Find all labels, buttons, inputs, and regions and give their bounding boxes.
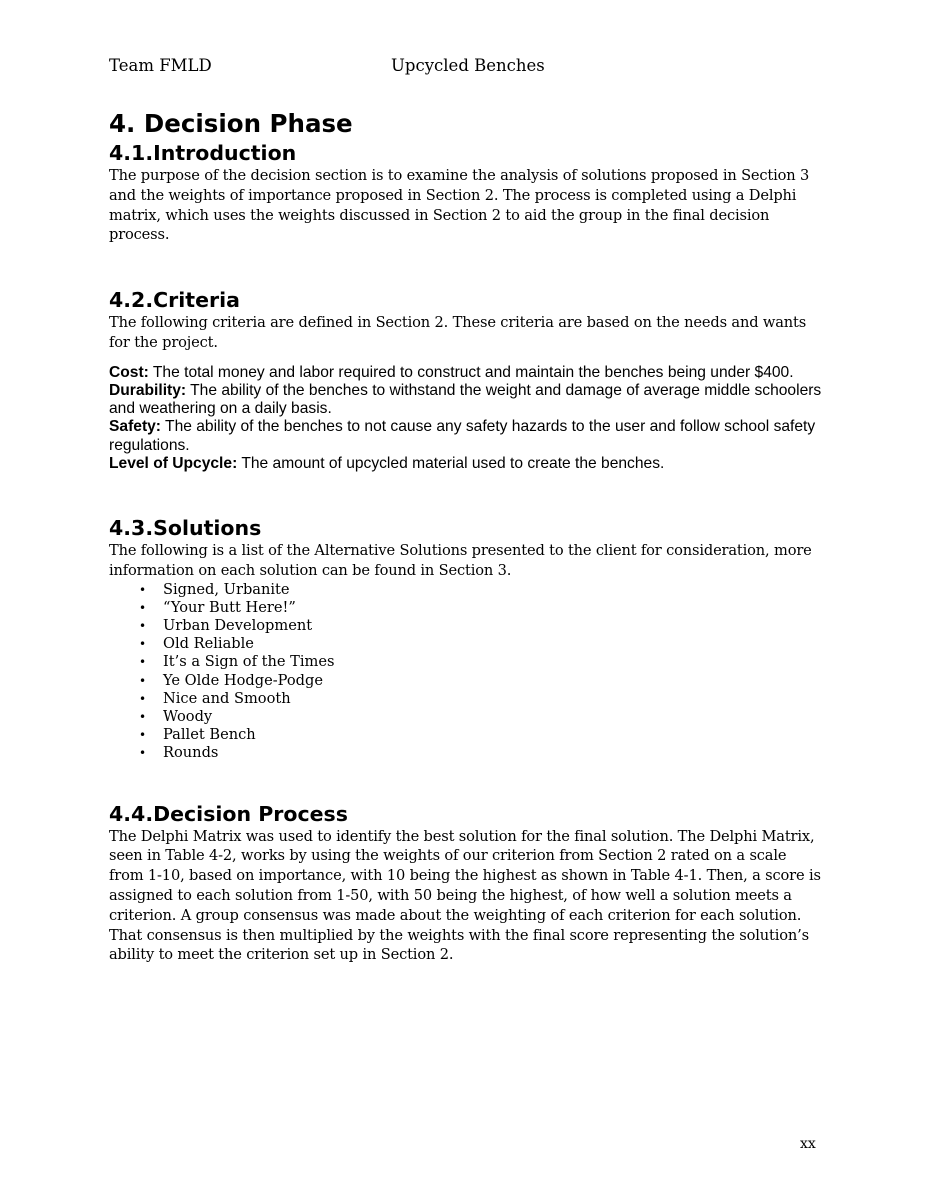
criterion-description: The ability of the benches to withstand the weight and damage of average middle schoolers and weathering on a daily basis. [109,381,822,418]
bullet-icon: • [139,655,147,670]
introduction-paragraph: The purpose of the decision section is to examine the analysis of solutions proposed in Section 3 and the weights of importance proposed in Section 2. The process is completed using a Delphi matrix, which uses the weights discussed in Section 2 to aid the group in the final decision process. [109,167,810,244]
bullet-icon: • [139,600,147,615]
solution-name: Rounds [163,744,219,762]
criteria-paragraph: The following criteria are defined in Section 2. These criteria are based on the needs and wants for the project. [109,314,807,351]
criterion-term: Cost: [109,363,149,381]
solutions-list [109,581,824,763]
bullet-icon: • [139,582,147,597]
bullet-icon: • [139,619,147,633]
solution-name: Old Reliable [163,635,254,653]
chapter-title: 4. Decision Phase [109,109,353,138]
list-item [137,653,824,671]
decision-process-paragraph: The Delphi Matrix was used to identify the best solution for the final solution. The Delphi Matrix, seen in Table 4-2, works by using the weights of our criterion from Section 2 rated on a scale from 1-10, based on importance, with 10 being the highest as shown in Table 4-1. Then, a score is assigned to each solution from 1-50, with 50 being the highest, of how well a solution meets a criterion. A group consensus was made about the weighting of each criterion for each solution. That consensus is then multiplied by the weights with the final score representing the solution’s ability to meet the criterion set up in Section 2. [109,827,821,964]
criterion-description: The amount of upcycled material used to create the benches. [237,454,665,472]
section-solutions [109,515,824,763]
list-item [137,744,824,762]
section-criteria [109,287,824,473]
list-item [137,617,824,635]
criterion-term: Durability: [109,381,187,399]
bullet-icon: • [139,728,147,743]
criterion-description: The total money and labor required to construct and maintain the benches being under $400. [148,363,794,381]
list-item [137,708,824,726]
solution-name: Signed, Urbanite [163,580,290,598]
list-item [137,672,824,690]
criterion-level-of-upcycle [109,455,824,473]
list-item [137,726,824,744]
solution-name: Ye Olde Hodge-Podge [163,671,323,689]
criterion-cost [109,364,824,382]
section-decision-process [109,801,824,966]
criterion-term: Safety: [109,418,161,436]
criteria-list [109,364,824,473]
section-spacer [109,763,824,801]
solution-name: Pallet Bench [163,726,256,744]
solution-name: Urban Development [163,617,313,634]
bullet-icon: • [139,673,147,688]
section-heading-decision-process: 4.4.Decision Process [109,801,348,826]
bullet-icon: • [139,691,147,706]
header-project-title: Upcycled Benches [391,56,545,75]
list-item [137,599,824,617]
solutions-paragraph: The following is a list of the Alternative Solutions presented to the client for consideration, more information on each solution can be found in Section 3. [109,542,812,579]
solution-name: Woody [163,708,213,726]
criterion-description: The ability of the benches to not cause any safety hazards to the user and follow school safety regulations. [109,418,816,454]
page-content [109,108,824,965]
bullet-icon: • [139,746,147,761]
criterion-term: Level of Upcycle: [109,454,238,472]
list-item [137,581,824,599]
list-item [137,690,824,708]
section-spacer [109,245,824,287]
solution-name: Nice and Smooth [163,689,291,707]
section-heading-criteria: 4.2.Criteria [109,288,240,313]
bullet-icon: • [139,637,147,652]
page-number: xx [800,1136,816,1152]
bullet-icon: • [139,710,147,725]
header-team-name: Team FMLD [109,56,212,75]
section-introduction [109,140,824,245]
solution-name: It’s a Sign of the Times [163,653,335,671]
solution-name: “Your Butt Here!” [163,598,296,616]
criterion-durability [109,382,824,418]
section-heading-solutions: 4.3.Solutions [109,516,262,540]
list-item [137,635,824,653]
section-spacer [109,473,824,515]
criterion-safety [109,418,824,454]
section-heading-introduction: 4.1.Introduction [109,141,297,165]
